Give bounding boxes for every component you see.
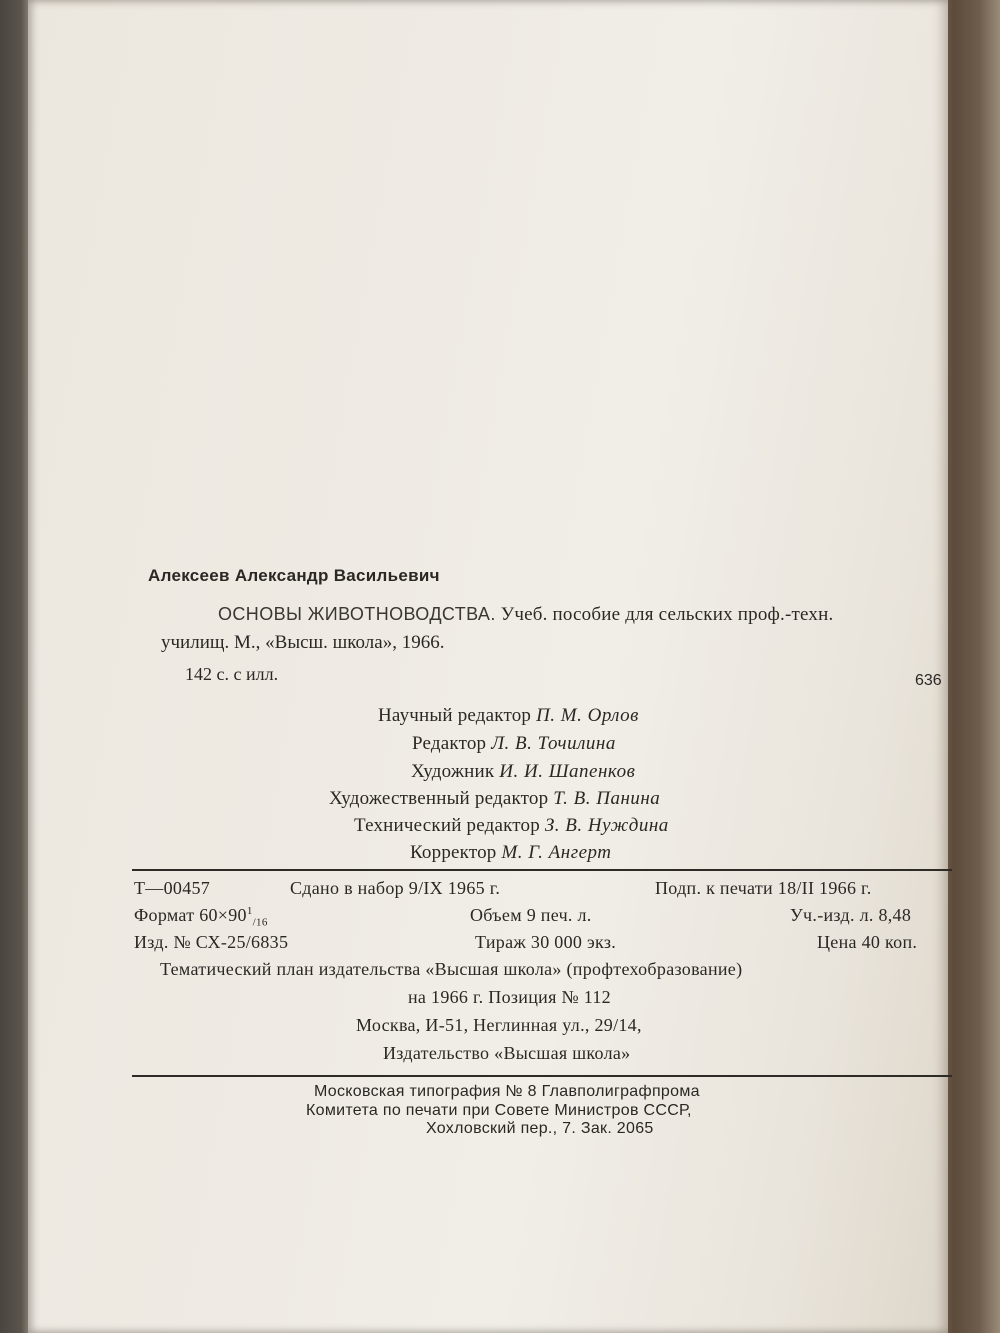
imprint-code: Т—00457 <box>134 878 211 898</box>
title-line-2: училищ. М., «Высш. школа», 1966. <box>161 632 445 653</box>
credit-role: Научный редактор <box>378 705 532 726</box>
credit-role: Корректор <box>410 842 497 863</box>
credit-role: Технический редактор <box>354 815 540 836</box>
imprint-format <box>134 905 268 929</box>
credit-science-editor <box>378 705 639 727</box>
credit-proofreader <box>410 842 612 864</box>
credit-name: М. Г. Ангерт <box>501 842 612 863</box>
book-page <box>28 0 948 1333</box>
imprint-izd: Изд. № СХ-25/6835 <box>134 932 289 952</box>
credit-name: П. М. Орлов <box>536 705 639 726</box>
background-left-edge <box>0 0 30 1333</box>
credit-artist <box>411 761 635 783</box>
credit-name: И. И. Шапенков <box>499 761 636 782</box>
title-line-1 <box>218 604 833 626</box>
format-sub: /16 <box>252 916 268 929</box>
credit-name: Л. В. Точилина <box>491 733 616 754</box>
printer-line-1: Московская типография № 8 Главполиграфпрома <box>314 1083 700 1100</box>
credit-tech-editor <box>354 815 669 837</box>
imprint-price: Цена 40 коп. <box>817 932 918 952</box>
credit-art-editor <box>329 788 660 810</box>
credit-name: З. В. Нуждина <box>544 815 669 836</box>
printer-line-2: Комитета по печати при Совете Министров СССР, <box>306 1102 692 1119</box>
divider-bottom <box>132 1075 952 1077</box>
printer-line-3: Хохловский пер., 7. Зак. 2065 <box>426 1120 654 1137</box>
book-description: Учеб. пособие для сельских проф.-техн. <box>500 604 834 625</box>
credit-role: Художник <box>411 761 495 782</box>
imprint-plan-position: на 1966 г. Позиция № 112 <box>408 987 611 1007</box>
author-name: Алексеев Александр Васильевич <box>148 566 440 585</box>
imprint-signed: Подп. к печати 18/II 1966 г. <box>655 878 872 898</box>
imprint-address: Москва, И-51, Неглинная ул., 29/14, <box>356 1015 642 1035</box>
imprint-publisher: Издательство «Высшая школа» <box>383 1043 631 1063</box>
divider-top <box>132 869 952 871</box>
udc-number: 636 <box>915 672 942 689</box>
imprint-volume: Объем 9 печ. л. <box>470 905 592 925</box>
credit-editor <box>412 733 616 755</box>
page-count: 142 с. с илл. <box>185 664 279 684</box>
credit-role: Художественный редактор <box>329 788 549 809</box>
imprint-tirazh: Тираж 30 000 экз. <box>475 932 617 952</box>
imprint-submitted: Сдано в набор 9/IX 1965 г. <box>290 878 501 898</box>
imprint-plan: Тематический план издательства «Высшая школа» (профтехобразование) <box>160 959 743 979</box>
imprint-uch-izd: Уч.-изд. л. 8,48 <box>790 905 912 925</box>
format-sup: 1 <box>246 905 253 917</box>
credit-role: Редактор <box>412 733 487 754</box>
credit-name: Т. В. Панина <box>553 788 661 809</box>
format-label: Формат 60×90 <box>134 905 247 925</box>
book-title: ОСНОВЫ ЖИВОТНОВОДСТВА. <box>218 604 496 624</box>
